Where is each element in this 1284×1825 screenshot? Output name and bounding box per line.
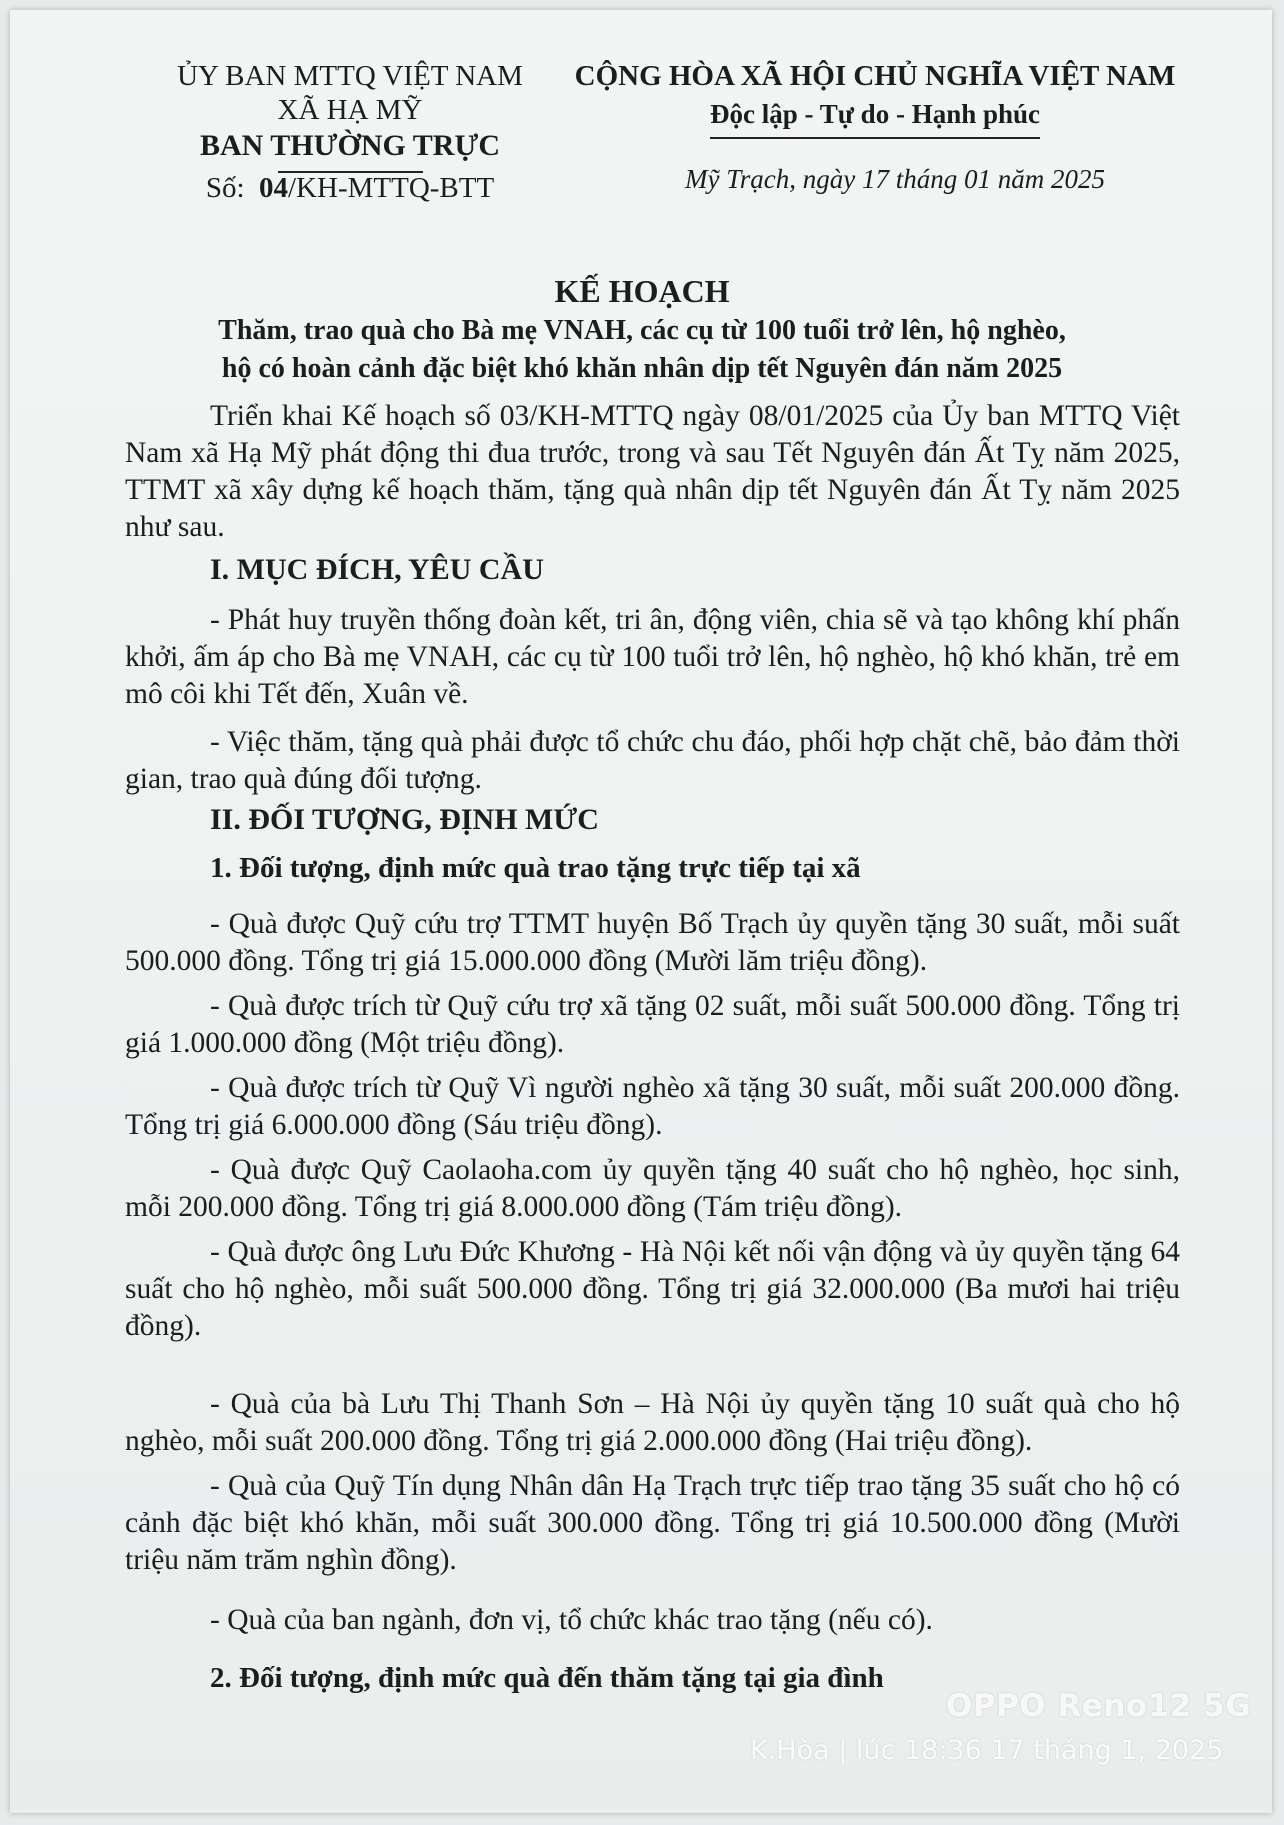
agency-underline	[278, 171, 423, 173]
plan-title: KẾ HOẠCH	[554, 273, 730, 309]
section-1-paragraph-2: - Việc thăm, tặng quà phải được tổ chức chu đáo, phối hợp chặt chẽ, bảo đảm thời gian, trao quà đúng đối tượng.	[125, 726, 1180, 795]
gift-item: - Quà được Quỹ Caolaoha.com ủy quyền tặng 40 suất cho hộ nghèo, học sinh, mỗi 200.000 đồng. Tổng trị giá 8.000.000 đồng (Tám triệu đồng).	[125, 1154, 1180, 1223]
plan-subtitle-line1: Thăm, trao quà cho Bà mẹ VNAH, các cụ từ 100 tuổi trở lên, hộ nghèo,	[218, 315, 1066, 346]
agency-name: ỦY BAN MTTQ VIỆT NAM	[177, 60, 523, 92]
national-title: CỘNG HÒA XÃ HỘI CHỦ NGHĨA VIỆT NAM	[574, 60, 1176, 92]
committee-name: BAN THƯỜNG TRỰC	[199, 129, 501, 162]
plan-subtitle-line2: hộ có hoàn cảnh đặc biệt khó khăn nhân dịp tết Nguyên đán năm 2025	[221, 353, 1063, 384]
gift-item: - Quà của ban ngành, đơn vị, tổ chức khác trao tặng (nếu có).	[210, 1604, 933, 1636]
gift-item: - Quà được Quỹ cứu trợ TTMT huyện Bố Trạch ủy quyền tặng 30 suất, mỗi suất 500.000 đồng. Tổng trị giá 15.000.000 đồng (Mười lăm triệu đồng).	[125, 908, 1180, 977]
document-number	[155, 172, 545, 204]
gift-item: - Quà được trích từ Quỹ cứu trợ xã tặng 02 suất, mỗi suất 500.000 đồng. Tổng trị giá 1.000.000 đồng (Một triệu đồng).	[125, 990, 1180, 1059]
number-value: 04	[259, 172, 288, 204]
number-prefix: Số:	[205, 172, 245, 204]
camera-watermark-device: OPPO Reno12 5G	[946, 1688, 1252, 1724]
section-1-paragraph-1: - Phát huy truyền thống đoàn kết, tri ân, động viên, chia sẽ và tạo không khí phấn khởi, ấm áp cho Bà mẹ VNAH, các cụ từ 100 tuổi trở lên, hộ nghèo, hộ khó khăn, trẻ em mô côi khi Tết đến, Xuân về.	[125, 604, 1180, 710]
gift-item: - Quà được trích từ Quỹ Vì người nghèo xã tặng 30 suất, mỗi suất 200.000 đồng. Tổng trị giá 6.000.000 đồng (Sáu triệu đồng).	[125, 1072, 1180, 1141]
gift-item: - Quà của bà Lưu Thị Thanh Sơn – Hà Nội ủy quyền tặng 10 suất quà cho hộ nghèo, mỗi suất 200.000 đồng. Tổng trị giá 2.000.000 đồng (Hai triệu đồng).	[125, 1388, 1180, 1457]
section-2-subheading-2: 2. Đối tượng, định mức quà đến thăm tặng tại gia đình	[210, 1662, 884, 1694]
intro-paragraph: Triển khai Kế hoạch số 03/KH-MTTQ ngày 08/01/2025 của Ủy ban MTTQ Việt Nam xã Hạ Mỹ phát động thi đua trước, trong và sau Tết Nguyên đán Ất Tỵ năm 2025, TTMT xã xây dựng kế hoạch thăm, tặng quà nhân dịp tết Nguyên đán Ất Tỵ năm 2025 như sau.	[125, 400, 1180, 543]
number-suffix: /KH-MTTQ-BTT	[288, 172, 495, 204]
national-motto: Độc lập - Tự do - Hạnh phúc	[709, 99, 1041, 129]
issue-date: Mỹ Trạch, ngày 17 tháng 01 năm 2025	[685, 164, 1105, 194]
commune-name: XÃ HẠ MỸ	[277, 94, 423, 126]
gift-item: - Quà của Quỹ Tín dụng Nhân dân Hạ Trạch trực tiếp trao tặng 35 suất cho hộ có cảnh đặc biệt khó khăn, mỗi suất 300.000 đồng. Tổng trị giá 10.500.000 đồng (Mười triệu năm trăm nghìn đồng).	[125, 1470, 1180, 1576]
section-2-heading: II. ĐỐI TƯỢNG, ĐỊNH MỨC	[210, 803, 599, 836]
gift-item: - Quà được ông Lưu Đức Khương - Hà Nội kết nối vận động và ủy quyền tặng 64 suất cho hộ nghèo, mỗi suất 500.000 đồng. Tổng trị giá 32.000.000 (Ba mươi hai triệu đồng).	[125, 1236, 1180, 1342]
section-2-subheading-1: 1. Đối tượng, định mức quà trao tặng trực tiếp tại xã	[210, 852, 861, 884]
section-1-heading: I. MỤC ĐÍCH, YÊU CẦU	[210, 553, 544, 586]
motto-underline	[710, 137, 1040, 139]
national-block	[545, 60, 1205, 130]
agency-block	[155, 60, 545, 204]
camera-watermark-caption: K.Hòa | lúc 18:36 17 tháng 1, 2025	[750, 1735, 1224, 1766]
